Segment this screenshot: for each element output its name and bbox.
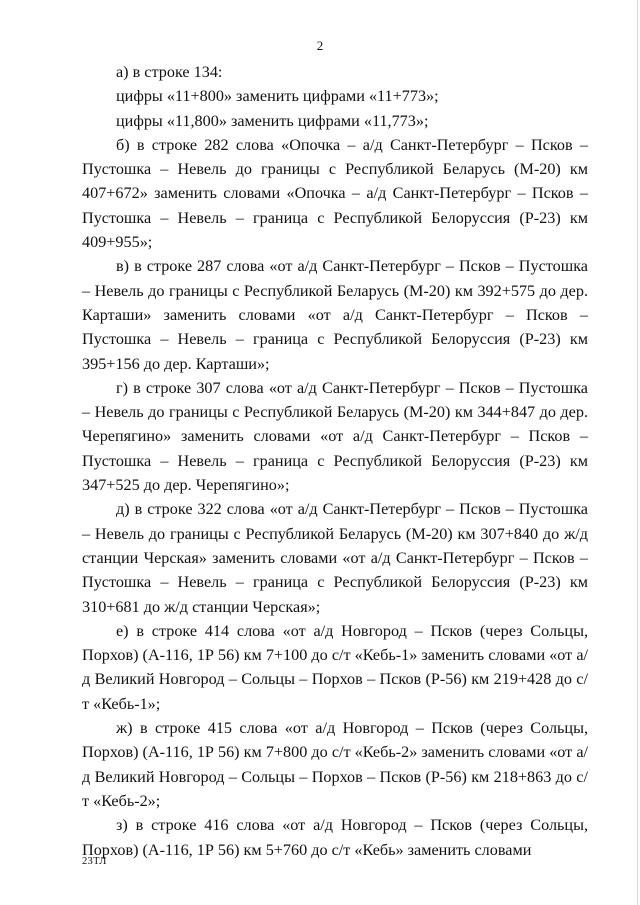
paragraph-g: г) в строке 307 слова «от а/д Санкт-Петербург – Псков – Пустошка – Невель до границы с Республикой Беларусь (М-20) км 344+847 до дер. Черепягино» заменить словами «от а/д Санкт-Петербург – Псков – Пустошка – Невель – граница с Республикой Белоруссия (Р-23) км 347+525 до дер. Черепягино»; xyxy=(82,378,588,495)
paragraph-v: в) в строке 287 слова «от а/д Санкт-Петербург – Псков – Пустошка – Невель до границы с Республикой Беларусь (М-20) км 392+575 до дер. Карташи» заменить словами «от а/д Санкт-Петербург – Псков – Пустошка – Невель – граница с Республикой Белоруссия (Р-23) км 395+156 до дер. Карташи»; xyxy=(82,257,588,373)
paragraph-a-digits-2: цифры «11,800» заменить цифрами «11,773»; xyxy=(116,111,429,130)
page-edge-line xyxy=(637,0,638,905)
paragraph-d: д) в строке 322 слова «от а/д Санкт-Петербург – Псков – Пустошка – Невель до границы с Республикой Беларусь (М-20) км 307+840 до ж/д станции Черская» заменить словами «от а/д Санкт-Петербург – Псков – Пустошка – Невель – граница с Республикой Белоруссия (Р-23) км 310+681 до ж/д станции Черская»; xyxy=(82,500,588,616)
paragraph-e: е) в строке 414 слова «от а/д Новгород – Псков (через Сольцы, Порхов) (А-116, 1Р 56) км 7+100 до с/т «Кебь-1» заменить словами «от а/д Великий Новгород – Сольцы – Порхов – Псков (Р-56) км 219+428 до с/т «Кебь-1»; xyxy=(82,621,588,713)
document-body xyxy=(82,60,588,862)
paragraph-a-digits-1: цифры «11+800» заменить цифрами «11+773»; xyxy=(116,87,439,106)
paragraph-a: а) в строке 134: xyxy=(116,63,223,81)
paragraph-zh: ж) в строке 415 слова «от а/д Новгород – Псков (через Сольцы, Порхов) (А-116, 1Р 56) км 7+800 до с/т «Кебь-2» заменить словами «от а/д Великий Новгород – Сольцы – Порхов – Псков (Р-56) км 218+863 до с/т «Кебь-2»; xyxy=(82,719,588,810)
footer-code: 23ТЛ xyxy=(82,856,107,867)
page-number: 2 xyxy=(316,38,324,53)
paragraph-z: з) в строке 416 слова «от а/д Новгород – Псков (через Сольцы, Порхов) (А-116, 1Р 56) км 5+760 до с/т «Кебь» заменить словами xyxy=(82,816,588,859)
paragraph-b: б) в строке 282 слова «Опочка – а/д Санкт-Петербург – Псков – Пустошка – Невель до границы с Республикой Беларусь (М-20) км 407+672» заменить словами «Опочка – а/д Санкт-Петербург – Псков – Пустошка – Невель – граница с Республикой Белоруссия (Р-23) км 409+955»; xyxy=(82,135,588,252)
